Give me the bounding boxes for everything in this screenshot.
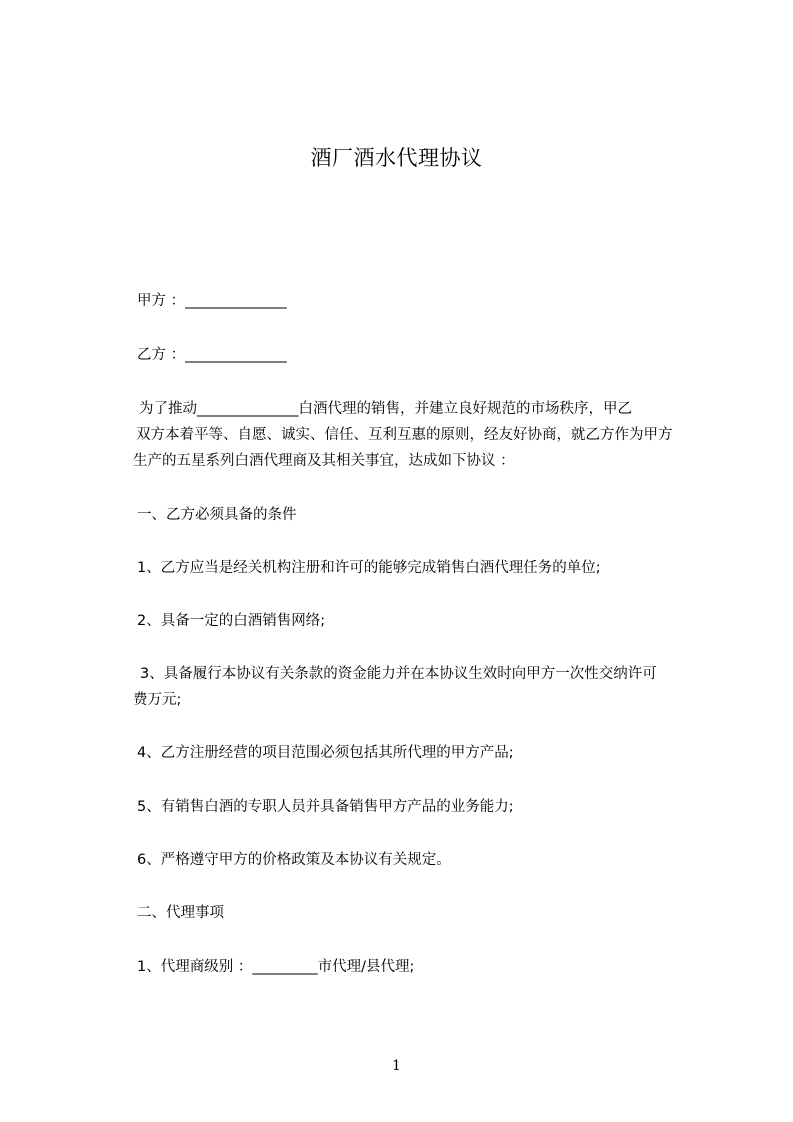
- intro-line-1: 为了推动______________白酒代理的销售，并建立良好规范的市场秩序，甲乙: [139, 401, 632, 417]
- section-1-item-1: 1、乙方应当是经关机构注册和许可的能够完成销售白酒代理任务的单位;: [137, 560, 601, 576]
- intro-line-2: 双方本着平等、自愿、诚实、信任、互利互惠的原则，经友好协商，就乙方作为甲方: [136, 427, 673, 443]
- intro-line-3: 生产的五星系列白酒代理商及其相关事宜，达成如下协议 ：: [133, 453, 515, 469]
- section-1-item-6: 6、严格遵守甲方的价格政策及本协议有关规定。: [137, 852, 451, 868]
- section-1-item-3-line-2: 费万元;: [133, 692, 182, 708]
- section-1-heading: 一、乙方必须具备的条件: [137, 507, 297, 523]
- party-b-line: 乙方 ：______________: [137, 347, 287, 363]
- document-title: 酒厂酒水代理协议: [310, 146, 483, 170]
- section-1-item-2: 2、具备一定的白酒销售网络;: [137, 613, 326, 629]
- section-2-item-1: 1、代理商级别 ：_________市代理/县代理;: [137, 959, 415, 975]
- section-1-item-5: 5、有销售白酒的专职人员并具备销售甲方产品的业务能力;: [137, 799, 514, 815]
- intro-paragraph: [133, 396, 673, 474]
- section-1-item-3-line-1: 3、具备履行本协议有关条款的资金能力并在本协议生效时向甲方一次性交纳许可: [140, 666, 657, 682]
- section-1-item-4: 4、乙方注册经营的项目范围必须包括其所代理的甲方产品;: [137, 745, 514, 761]
- party-a-line: 甲方 ：______________: [137, 293, 287, 309]
- page-number: 1: [392, 1058, 401, 1074]
- section-2-heading: 二、代理事项: [137, 905, 224, 921]
